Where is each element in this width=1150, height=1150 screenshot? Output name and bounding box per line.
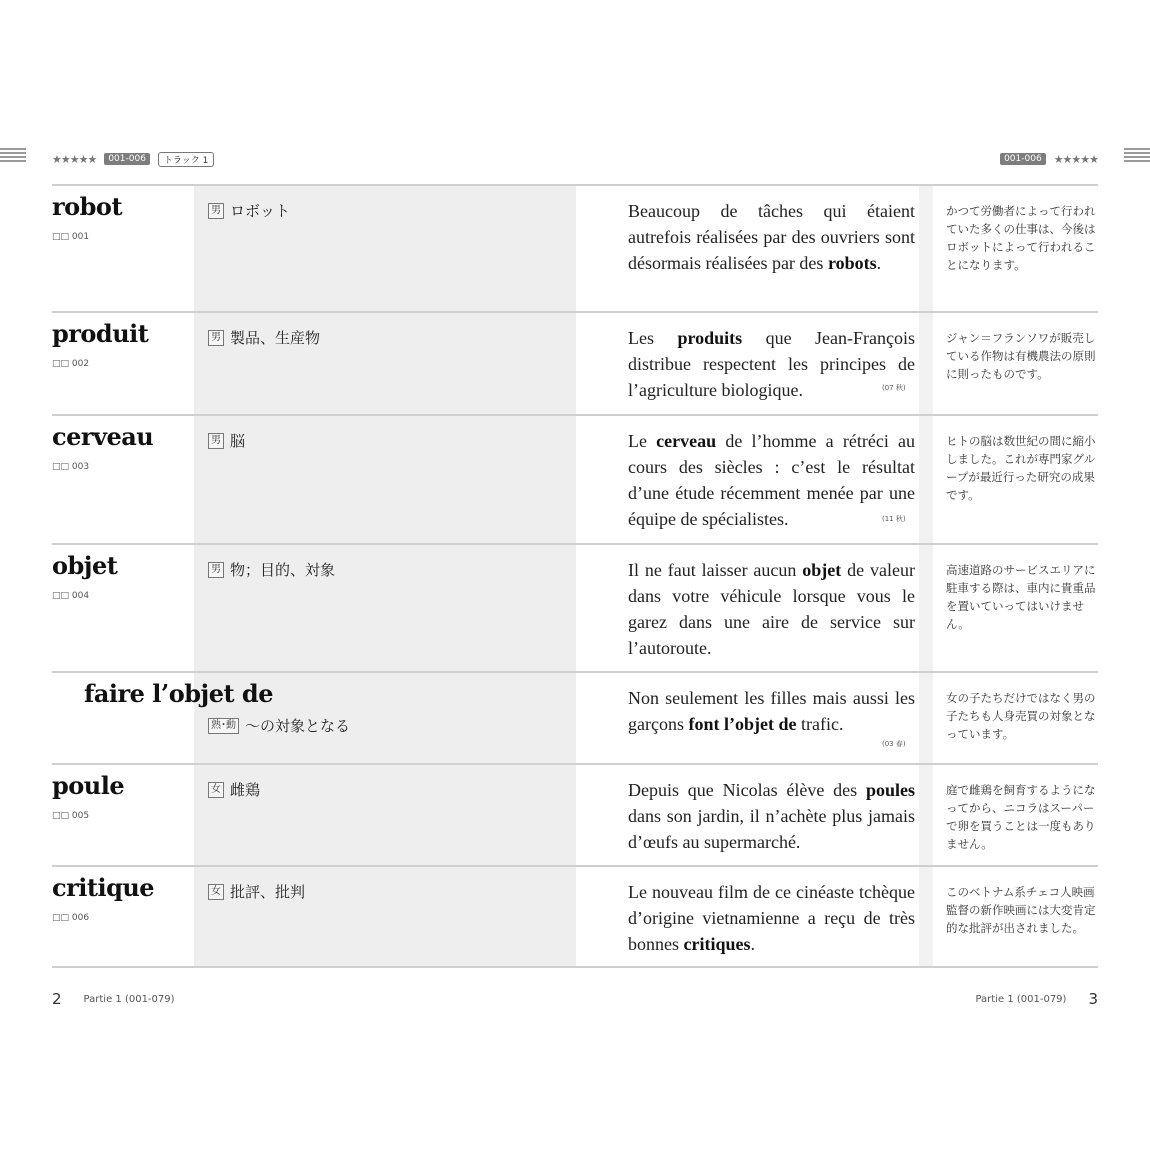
japanese-translation: 高速道路のサービスエリアに駐車する際は、車内に貴重品を置いていってはいけません。	[946, 563, 1096, 631]
example-sentence	[628, 879, 915, 957]
entry-number: □□ 006	[52, 913, 90, 923]
headword: cerveau	[52, 422, 154, 451]
example-keyword: critiques	[683, 934, 751, 954]
entry-number: □□ 001	[52, 232, 90, 242]
exam-reference: (03 春)	[882, 740, 906, 748]
audio-track-label: トラック 1	[158, 152, 214, 167]
entry-number: □□ 002	[52, 359, 90, 369]
vocab-entry	[52, 545, 1098, 673]
part-of-speech-tag: 男	[208, 330, 224, 346]
section-label: Partie 1 (001-079)	[975, 993, 1067, 1005]
meaning-text: ロボット	[230, 202, 291, 220]
range-badge: 001-006	[1000, 153, 1046, 165]
example-sentence	[628, 777, 915, 855]
example-text: Il ne faut laisser aucun	[628, 560, 803, 580]
example-text: Non seulement les filles mais aussi les garçons	[628, 688, 915, 734]
example-keyword: produits	[677, 328, 743, 348]
example-keyword: objet	[802, 560, 842, 580]
exam-reference: (07 秋)	[882, 384, 906, 392]
footer-left	[52, 990, 175, 1008]
example-keyword: cerveau	[656, 431, 717, 451]
example-sentence	[628, 198, 915, 276]
headword: objet	[52, 551, 118, 580]
headword: critique	[52, 873, 155, 902]
part-of-speech-tag: 男	[208, 203, 224, 219]
page-edge-tab-right	[1124, 148, 1150, 164]
meaning	[208, 327, 320, 348]
page-number: 3	[1088, 990, 1098, 1008]
vocab-entry	[52, 313, 1098, 416]
meaning	[208, 200, 290, 221]
example-text: Les	[628, 328, 678, 348]
vocabulary-spread	[52, 184, 1098, 968]
example-text: .	[876, 253, 882, 273]
example-keyword: robots	[827, 253, 877, 273]
header-right	[1000, 151, 1098, 167]
exam-reference: (11 秋)	[882, 515, 906, 523]
part-of-speech-tag: 女	[208, 884, 224, 900]
example-text: que Jean-François distribue respectent les principes de l’agriculture biologique.	[628, 328, 915, 400]
idiom-headword: faire l’objet de	[84, 679, 273, 708]
footer-right	[975, 990, 1098, 1008]
example-keyword: poules	[865, 780, 915, 800]
meaning-text: 製品、生産物	[230, 329, 321, 347]
meaning-text: 物；目的、対象	[230, 561, 336, 579]
example-text: Le nouveau film de ce cinéaste tchèque d’origine vietnamienne a reçu de très bonnes	[628, 882, 915, 954]
part-of-speech-tag: 男	[208, 433, 224, 449]
meaning-text: 批評、批判	[230, 883, 306, 901]
entry-number: □□ 003	[52, 462, 90, 472]
meaning-text: 雌鶏	[230, 781, 261, 799]
entry-list	[52, 186, 1098, 968]
example-text: de valeur dans votre véhicule lorsque vous le garez dans une aire de service sur l’autoroute.	[628, 560, 916, 658]
part-of-speech-tag: 熟･動	[208, 718, 239, 734]
example-text: Beaucoup de tâches qui étaient autrefois réalisées par des ouvriers sont désormais réalisées par des	[628, 201, 915, 273]
example-text: dans son jardin, il n’achète plus jamais d’œufs au supermarché.	[628, 806, 915, 852]
idiom-entry	[52, 673, 1098, 765]
example-text: Depuis que Nicolas élève des	[628, 780, 866, 800]
headword: poule	[52, 771, 125, 800]
japanese-translation: このベトナム系チェコ人映画監督の新作映画には大変肯定的な批評が出されました。	[946, 885, 1096, 935]
range-badge: 001-006	[104, 153, 150, 165]
vocab-entry	[52, 867, 1098, 968]
example-sentence	[628, 557, 915, 661]
vocab-entry	[52, 416, 1098, 545]
meaning-text: ～の対象となる	[245, 717, 351, 735]
vocab-entry	[52, 186, 1098, 313]
part-of-speech-tag: 男	[208, 562, 224, 578]
page-number: 2	[52, 990, 62, 1008]
example-text: de l’homme a rétréci au cours des siècles : c’est le résultat d’une étude récemment menée par une équipe de spécialistes.	[628, 431, 915, 529]
japanese-translation: かつて労働者によって行われていた多くの仕事は、今後はロボットによって行われることになります。	[946, 204, 1096, 272]
entry-number: □□ 005	[52, 811, 90, 821]
vocab-entry	[52, 765, 1098, 867]
page-edge-tab-left	[0, 148, 26, 164]
meaning	[208, 430, 245, 451]
example-text: trafic.	[796, 714, 844, 734]
japanese-translation: 女の子たちだけではなく男の子たちも人身売買の対象となっています。	[946, 691, 1096, 741]
example-sentence	[628, 325, 915, 403]
japanese-translation: ヒトの脳は数世紀の間に縮小しました。これが専門家グループが最近行った研究の成果です。	[946, 434, 1096, 502]
header-left	[52, 151, 214, 167]
entry-number: □□ 004	[52, 591, 90, 601]
meaning	[208, 559, 335, 580]
example-text: .	[750, 934, 755, 954]
meaning	[208, 779, 260, 800]
meaning	[208, 715, 350, 736]
japanese-translation: ジャン＝フランソワが販売している作物は有機農法の原則に則ったものです。	[946, 331, 1096, 381]
meaning-text: 脳	[230, 432, 246, 450]
part-of-speech-tag: 女	[208, 782, 224, 798]
japanese-translation: 庭で雌鶏を飼育するようになってから、ニコラはスーパーで卵を買うことは一度もありません。	[946, 783, 1096, 851]
headword: robot	[52, 192, 123, 221]
example-sentence	[628, 428, 915, 532]
headword: produit	[52, 319, 149, 348]
meaning	[208, 881, 305, 902]
difficulty-stars: ★★★★★	[52, 152, 97, 166]
difficulty-stars: ★★★★★	[1053, 152, 1098, 166]
example-keyword: font l’objet de	[688, 714, 797, 734]
section-label: Partie 1 (001-079)	[83, 993, 175, 1005]
example-text: Le	[628, 431, 657, 451]
example-sentence	[628, 685, 915, 737]
